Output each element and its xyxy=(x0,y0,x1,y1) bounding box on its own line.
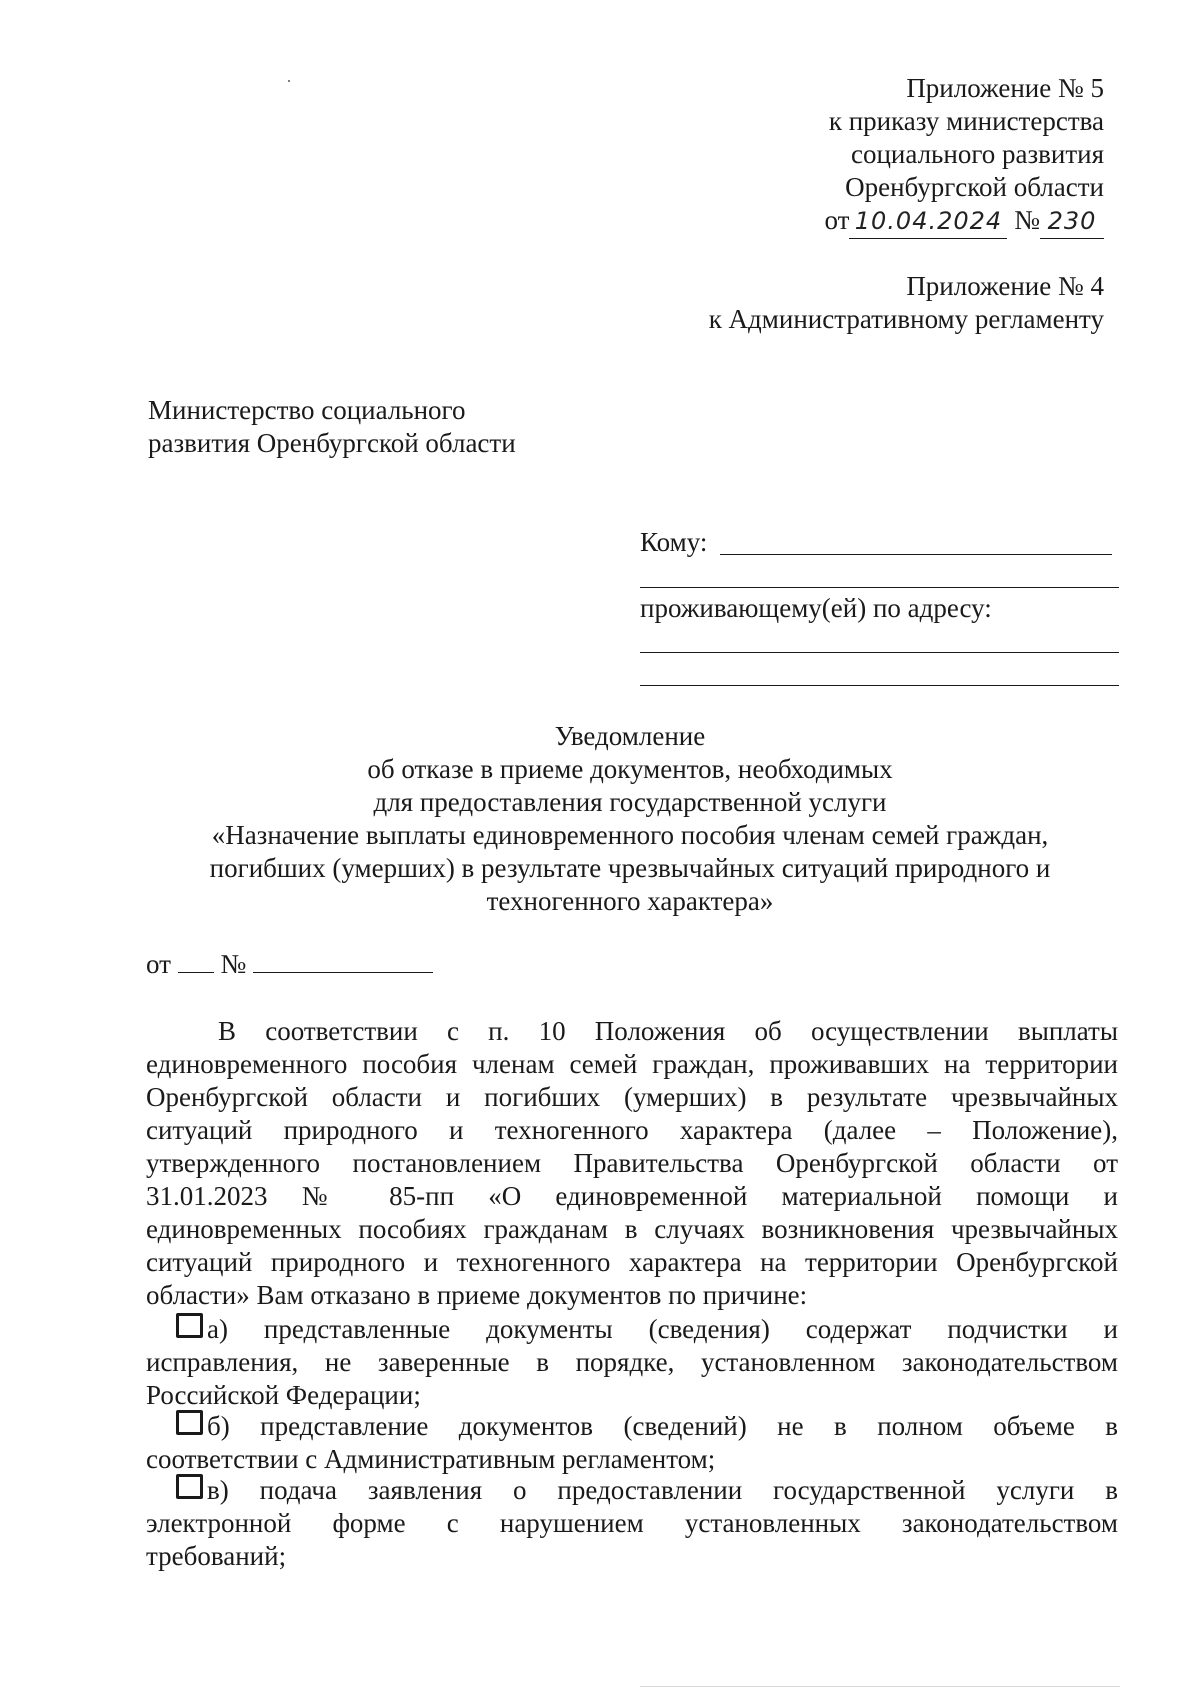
attachment5-line4: Оренбургской области xyxy=(845,172,1104,202)
recipient-address-line-2 xyxy=(640,685,1119,686)
notice-line5: погибших (умерших) в результате чрезвычайных ситуаций природного и xyxy=(209,853,1051,883)
date-number-label: № xyxy=(220,949,247,979)
attachment4-block xyxy=(544,270,1104,336)
attachment5-block xyxy=(544,72,1104,237)
attachment5-date-line xyxy=(544,204,1104,237)
reason-b-line: соответствии с Административным регламентом; xyxy=(146,1444,716,1474)
reason-b-checkbox[interactable] xyxy=(176,1410,203,1435)
date-blank xyxy=(178,972,214,973)
notice-line4: «Назначение выплаты единовременного пособия членам семей граждан, xyxy=(211,820,1049,850)
notice-title: Уведомление xyxy=(554,721,706,751)
recipient-address-label: проживающему(ей) по адресу: xyxy=(640,593,992,623)
sender-block xyxy=(148,394,648,460)
attachment5-date: 10.04.2024 xyxy=(849,205,1007,239)
attachment4-line2: к Административному регламенту xyxy=(708,304,1104,334)
recipient-address-line-1 xyxy=(640,652,1119,653)
date-number-line xyxy=(146,948,433,981)
reason-a-line: исправления, не заверенные в порядке, установленном законодательством xyxy=(146,1347,1118,1377)
body-line: Оренбургской области и погибших (умерших) в результате чрезвычайных xyxy=(146,1082,1118,1112)
attachment5-line2: к приказу министерства xyxy=(828,106,1104,136)
notice-line6: техногенного характера» xyxy=(486,886,774,916)
reason-a-first-row xyxy=(146,1313,1118,1346)
sender-line1: Министерство социального xyxy=(148,395,466,425)
notice-title-block xyxy=(140,720,1120,918)
body-line: ситуаций природного и техногенного характера на территории Оренбургской xyxy=(146,1247,1118,1277)
recipient-name-line xyxy=(720,554,1112,555)
notice-line2: об отказе в приеме документов, необходимых xyxy=(367,754,893,784)
reason-c-line: требований; xyxy=(146,1541,287,1571)
reason-c xyxy=(146,1474,1118,1573)
attachment5-number-label: № xyxy=(1014,205,1040,235)
reason-b xyxy=(146,1410,1118,1476)
reason-a-line: Российской Федерации; xyxy=(146,1380,421,1410)
body-line: ситуаций природного и техногенного характера (далее – Положение), xyxy=(146,1115,1118,1145)
attachment4-title: Приложение № 4 xyxy=(906,271,1104,301)
reason-a xyxy=(146,1313,1118,1412)
sender-line2: развития Оренбургской области xyxy=(148,428,516,458)
body-line: единовременного пособия членам семей граждан, проживавших на территории xyxy=(146,1049,1118,1079)
scan-speck xyxy=(288,80,290,82)
notice-line3: для предоставления государственной услуги xyxy=(373,787,887,817)
reason-c-line: в) подача заявления о предоставлении государственной услуги в xyxy=(207,1475,1118,1505)
attachment5-from-label: от xyxy=(824,205,850,235)
attachment5-line3: социального развития xyxy=(850,139,1104,169)
reason-a-line: а) представленные документы (сведения) содержат подчистки и xyxy=(207,1314,1118,1344)
reason-b-line: б) представление документов (сведений) не в полном объеме в xyxy=(207,1411,1118,1441)
scan-edge-line xyxy=(640,1686,1120,1687)
number-blank xyxy=(253,972,433,973)
body-line: В соответствии с п. 10 Положения об осуществлении выплаты xyxy=(218,1016,1118,1046)
recipient-name-line-2 xyxy=(640,587,1119,588)
reason-a-checkbox[interactable] xyxy=(176,1313,203,1338)
attachment5-number: 230 xyxy=(1040,205,1104,239)
body-line: 31.01.2023 № 85-пп «О единовременной материальной помощи и xyxy=(146,1181,1118,1211)
reason-b-first-row xyxy=(146,1410,1118,1443)
reason-c-checkbox[interactable] xyxy=(176,1474,203,1499)
recipient-to-label: Кому: xyxy=(640,527,708,557)
body-paragraph xyxy=(146,1015,1118,1312)
body-line: утвержденного постановлением Правительства Оренбургской области от xyxy=(146,1148,1118,1178)
attachment5-title: Приложение № 5 xyxy=(906,73,1104,103)
body-line: области» Вам отказано в приеме документов по причине: xyxy=(146,1280,808,1310)
reason-c-first-row xyxy=(146,1474,1118,1507)
body-line: единовременных пособиях гражданам в случаях возникновения чрезвычайных xyxy=(146,1214,1118,1244)
date-from-label: от xyxy=(146,949,171,979)
reason-c-line: электронной форме с нарушением установленных законодательством xyxy=(146,1508,1118,1538)
